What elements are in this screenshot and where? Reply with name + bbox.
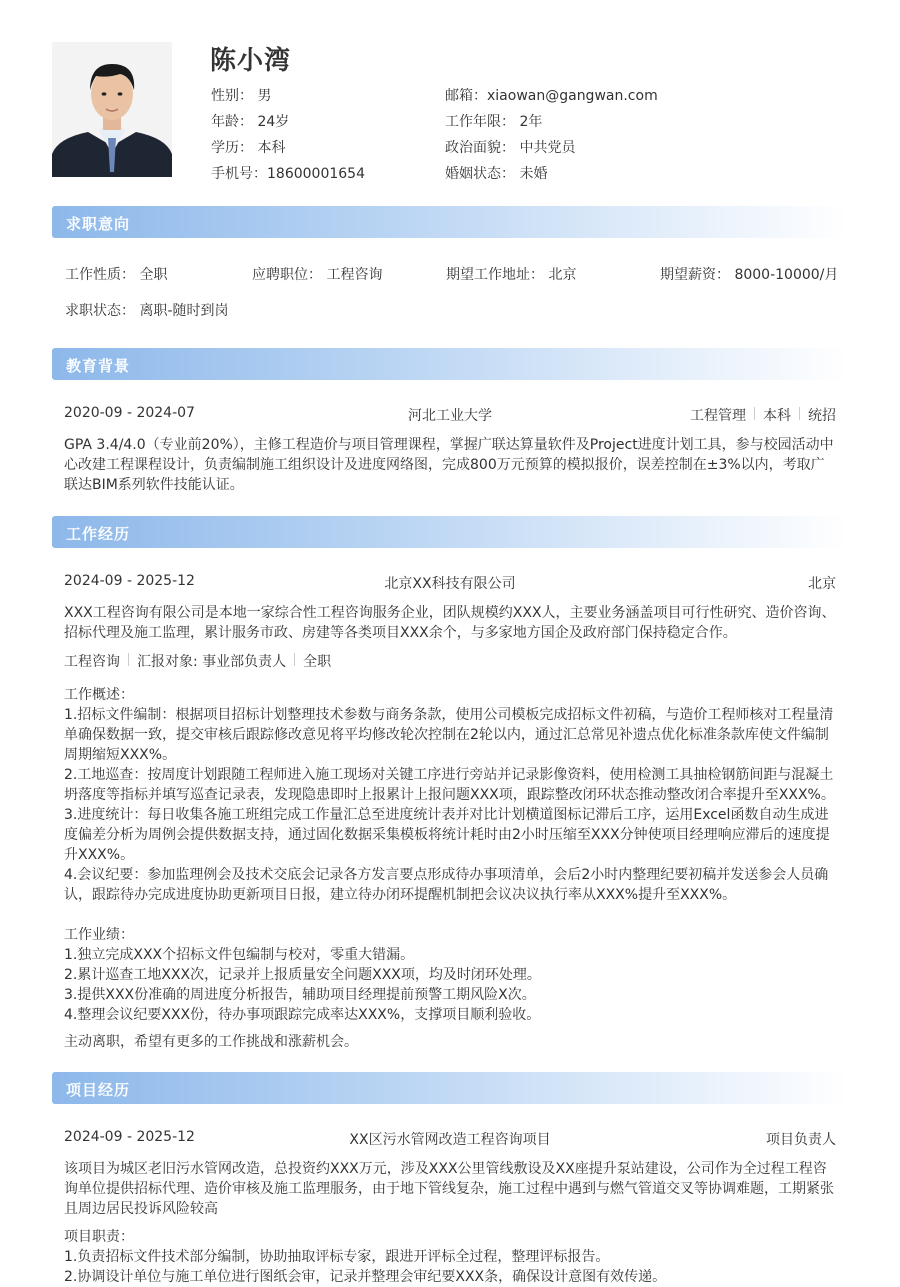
project-duties-title: 项目职责： [64,1229,134,1245]
education-date: 2020-09 - 2024-07 [64,405,195,421]
candidate-name: 陈小湾 [210,46,292,76]
work-achievements-title: 工作业绩： [64,927,134,943]
tag-major: 工程管理 [690,408,746,424]
section-header-project: 项目经历 [52,1072,848,1104]
project-date: 2024-09 - 2025-12 [64,1129,195,1145]
intent-status: 求职状态： 离职-随时到岗 [65,303,229,319]
section-header-intent: 求职意向 [52,206,848,238]
education-school: 河北工业大学 [408,408,492,424]
info-age: 年龄： 24岁 [211,114,290,130]
company-description: XXX工程咨询有限公司是本地一家综合性工程咨询服务企业，团队规模约XXX人，主要业务涵盖项目可行性研究、造价咨询、招标代理及施工监理，累计服务市政、房建等各类项目XXX余个，与多家地方国企及政府部门保持稳定合作。 [64,605,836,641]
work-overview-title: 工作概述： [64,687,134,703]
project-role: 项目负责人 [766,1132,836,1148]
work-row [64,573,836,593]
profile-photo [52,42,172,177]
intent-location: 期望工作地址： 北京 [446,267,577,283]
work-achievement-item: 4.整理会议纪要XXX份，待办事项跟踪完成率达XXX%，支撑项目顺利验收。 [64,1007,541,1023]
work-overview-item: 3.进度统计：每日收集各施工班组完成工作量汇总至进度统计表并对比计划横道图标记滞后工序，运用Excel函数自动生成进度偏差分析为周例会提供数据支持，通过固化数据采集模板将统计耗时由2小时压缩至XXX分钟使项目经理响应滞后的速度提升XXX%。 [64,807,830,863]
education-tags [690,405,836,425]
project-row [64,1129,836,1149]
tag-enrollment: 统招 [808,408,836,424]
tag-industry: 工程咨询 [64,654,120,670]
work-city: 北京 [808,576,836,592]
info-gender: 性别： 男 [211,88,272,104]
education-description: GPA 3.4/4.0（专业前20%），主修工程造价与项目管理课程，掌握广联达算量软件及Project进度计划工具，参与校园活动中心改建工程课程设计，负责编制施工组织设计及进度网络图，完成800万元预算的模拟报价，误差控制在±3%以内，考取广联达BIM系列软件技能认证。 [64,437,834,493]
education-row [64,405,836,425]
work-date: 2024-09 - 2025-12 [64,573,195,589]
intent-salary: 期望薪资： 8000-10000/月 [660,267,839,283]
project-name: XX区污水管网改造工程咨询项目 [349,1132,551,1148]
info-education: 学历： 本科 [211,140,286,156]
section-header-work: 工作经历 [52,516,848,548]
project-duty-item: 1.负责招标文件技术部分编制，协助抽取评标专家，跟进开评标全过程，整理评标报告。 [64,1249,610,1265]
work-overview-item: 2.工地巡查：按周度计划跟随工程师进入施工现场对关键工序进行旁站并记录影像资料，使用检测工具抽检钢筋间距与混凝土坍落度等指标并填写巡查记录表，发现隐患即时上报累计上报问题XXX项，跟踪整改闭环状态推动整改闭合率提升至XXX%。 [64,767,835,803]
info-political: 政治面貌： 中共党员 [445,140,576,156]
info-years: 工作年限： 2年 [445,114,543,130]
project-duties [64,1227,838,1287]
info-phone: 手机号：18600001654 [211,166,365,182]
leave-reason: 主动离职，希望有更多的工作挑战和涨薪机会。 [64,1034,358,1050]
tag-report-to: 汇报对象: 事业部负责人 [137,654,287,670]
tag-divider [128,653,129,666]
work-achievements [64,925,838,1025]
work-achievement-item: 2.累计巡查工地XXX次，记录并上报质量安全问题XXX项，均及时闭环处理。 [64,967,541,983]
work-achievement-item: 1.独立完成XXX个招标文件包编制与校对，零重大错漏。 [64,947,415,963]
tag-job-type: 全职 [303,654,332,670]
tag-divider [294,653,295,666]
work-overview-item: 4.会议纪要：参加监理例会及技术交底会记录各方发言要点形成待办事项清单，会后2小时内整理纪要初稿并发送参会人员确认，跟踪待办完成进度协助更新项目日报，建立待办闭环提醒机制把会议决议执行率从XXX%提升至XXX%。 [64,867,829,903]
intent-job-type: 工作性质： 全职 [65,267,168,283]
tag-divider [799,407,800,420]
project-duty-item: 2.协调设计单位与施工单位进行图纸会审，记录并整理会审纪要XXX条，确保设计意图有效传递。 [64,1269,667,1285]
work-tags [64,651,836,671]
section-header-education: 教育背景 [52,348,848,380]
work-achievement-item: 3.提供XXX份准确的周进度分析报告，辅助项目经理提前预警工期风险X次。 [64,987,536,1003]
work-overview [64,685,838,905]
project-description: 该项目为城区老旧污水管网改造，总投资约XXX万元，涉及XXX公里管线敷设及XX座提升泵站建设，公司作为全过程工程咨询单位提供招标代理、造价审核及施工监理服务，由于地下管线复杂，施工过程中遇到与燃气管道交叉等协调难题，工期紧张且周边居民投诉风险较高 [64,1161,834,1217]
tag-divider [754,407,755,420]
info-marital: 婚姻状态： 未婚 [445,166,548,182]
intent-position: 应聘职位： 工程咨询 [252,267,383,283]
work-overview-item: 1.招标文件编制：根据项目招标计划整理技术参数与商务条款，使用公司模板完成招标文件初稿，与造价工程师核对工程量清单确保数据一致，提交审核后跟踪修改意见将平均修改轮次控制在2轮以内，通过汇总常见补遗点优化标准条款库使文件编制周期缩短XXX%。 [64,707,834,763]
work-company: 北京XX科技有限公司 [384,576,516,592]
info-email: 邮箱：xiaowan@gangwan.com [445,88,658,104]
tag-degree: 本科 [763,408,791,424]
avatar-portrait-icon [52,42,172,177]
